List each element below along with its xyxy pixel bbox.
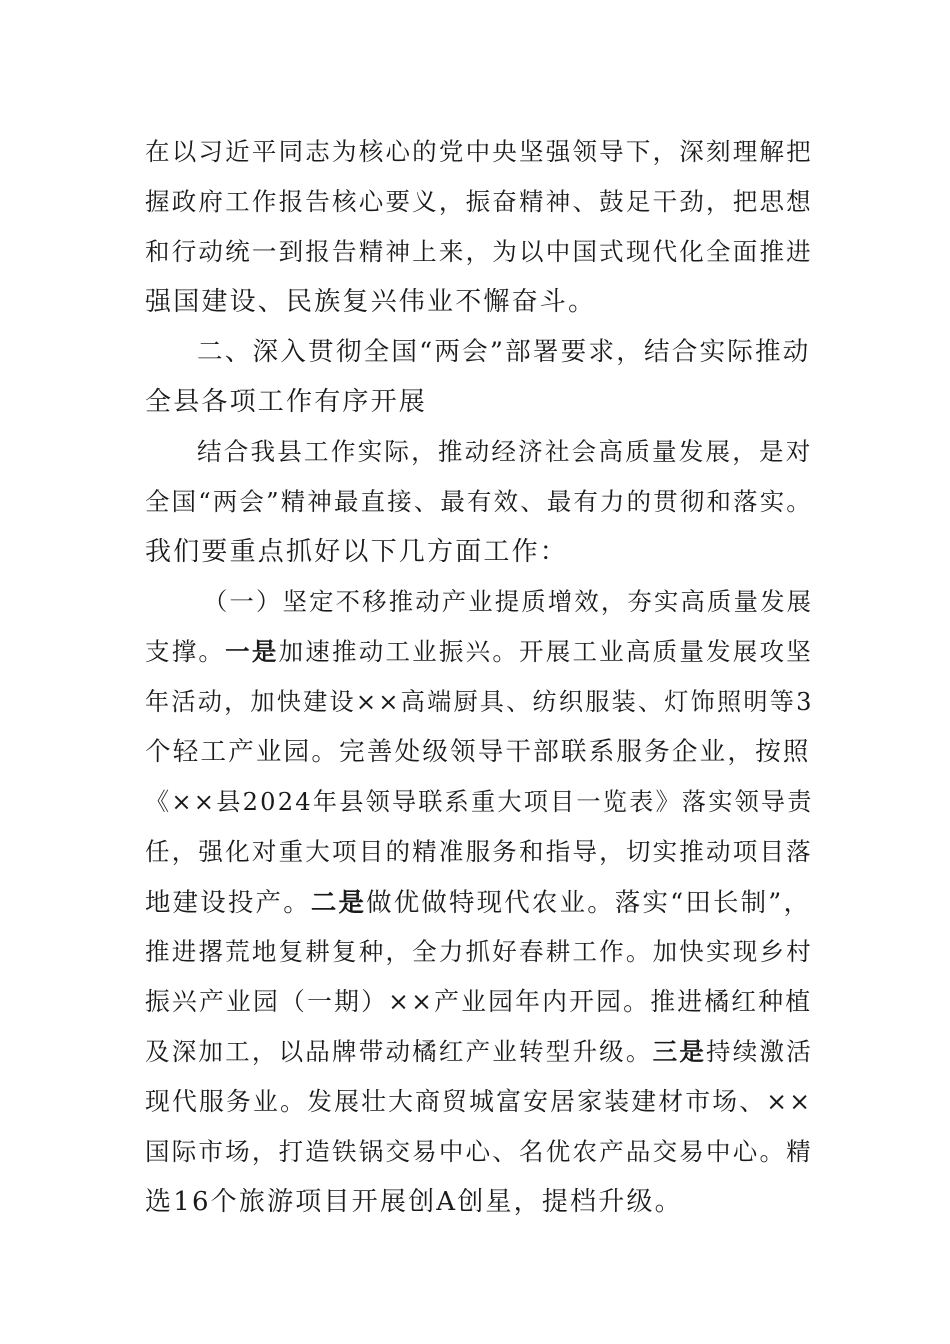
text-line: 现代服务业。发展壮大商贸城富安居家装建材市场、×× <box>145 1087 813 1116</box>
text-line <box>145 1027 813 1077</box>
text-run: 及深加工，以品牌带动橘红产业转型升级。 <box>145 1037 653 1066</box>
text-run: 支撑。 <box>145 637 226 666</box>
text-line: 年活动，加快建设××高端厨具、纺织服装、灯饰照明等3 <box>145 688 814 716</box>
text-run: 持续激活 <box>706 1037 813 1066</box>
text-run: 做优做特现代农业。落实“田长制”， <box>366 887 812 917</box>
text-line: 在以习近平同志为核心的党中央坚强领导下，深刻理解把 <box>145 137 813 166</box>
text-line: 强国建设、民族复兴伟业不懈奋斗。 <box>145 287 597 317</box>
text-line: 振兴产业园（一期）××产业园年内开园。推进橘红种植 <box>145 987 813 1016</box>
text-line: 推进撂荒地复耕复种，全力抓好春耕工作。加快实现乡村 <box>145 937 813 966</box>
item-label-first: 一是 <box>225 637 279 666</box>
text-line: 个轻工产业园。完善处级领导干部联系服务企业，按照 <box>145 737 811 767</box>
text-line: 和行动统一到报告精神上来，为以中国式现代化全面推进 <box>145 237 813 266</box>
text-line <box>145 877 810 927</box>
text-line: 全国“两会”精神最直接、最有效、最有力的贯彻和落实。 <box>145 487 813 516</box>
text-line <box>145 627 813 677</box>
section-heading-2 <box>145 327 810 427</box>
text-line: 握政府工作报告核心要义，振奋精神、鼓足干劲，把思想 <box>145 187 813 216</box>
paragraph-intro <box>145 427 813 577</box>
text-line: 国际市场，打造铁锅交易中心、名优农产品交易中心。精 <box>145 1137 813 1166</box>
text-run: 地建设投产。 <box>145 887 311 917</box>
item-label-third: 三是 <box>652 1037 707 1066</box>
text-line: 结合我县工作实际，推动经济社会高质量发展，是对 <box>197 437 813 466</box>
text-run: 加速推动工业振兴。开展工业高质量发展攻坚 <box>278 637 813 666</box>
item-label-second: 二是 <box>310 887 367 917</box>
text-line: 选16个旅游项目开展创A创星，提档升级。 <box>145 1187 683 1217</box>
subsection-industry <box>145 577 814 1227</box>
heading-line: 二、深入贯彻全国“两会”部署要求，结合实际推动 <box>197 337 811 367</box>
heading-line: 全县各项工作有序开展 <box>145 387 428 417</box>
text-line: 《××县2024年县领导联系重大项目一览表》落实领导责 <box>145 788 814 816</box>
document-page <box>145 127 814 1227</box>
subsection-title-line: （一）坚定不移推动产业提质增效，夯实高质量发展 <box>203 587 814 616</box>
text-line: 我们要重点抓好以下几方面工作： <box>145 537 569 567</box>
text-line: 任，强化对重大项目的精准服务和指导，切实推动项目落 <box>145 837 813 866</box>
paragraph-closing <box>145 127 813 327</box>
